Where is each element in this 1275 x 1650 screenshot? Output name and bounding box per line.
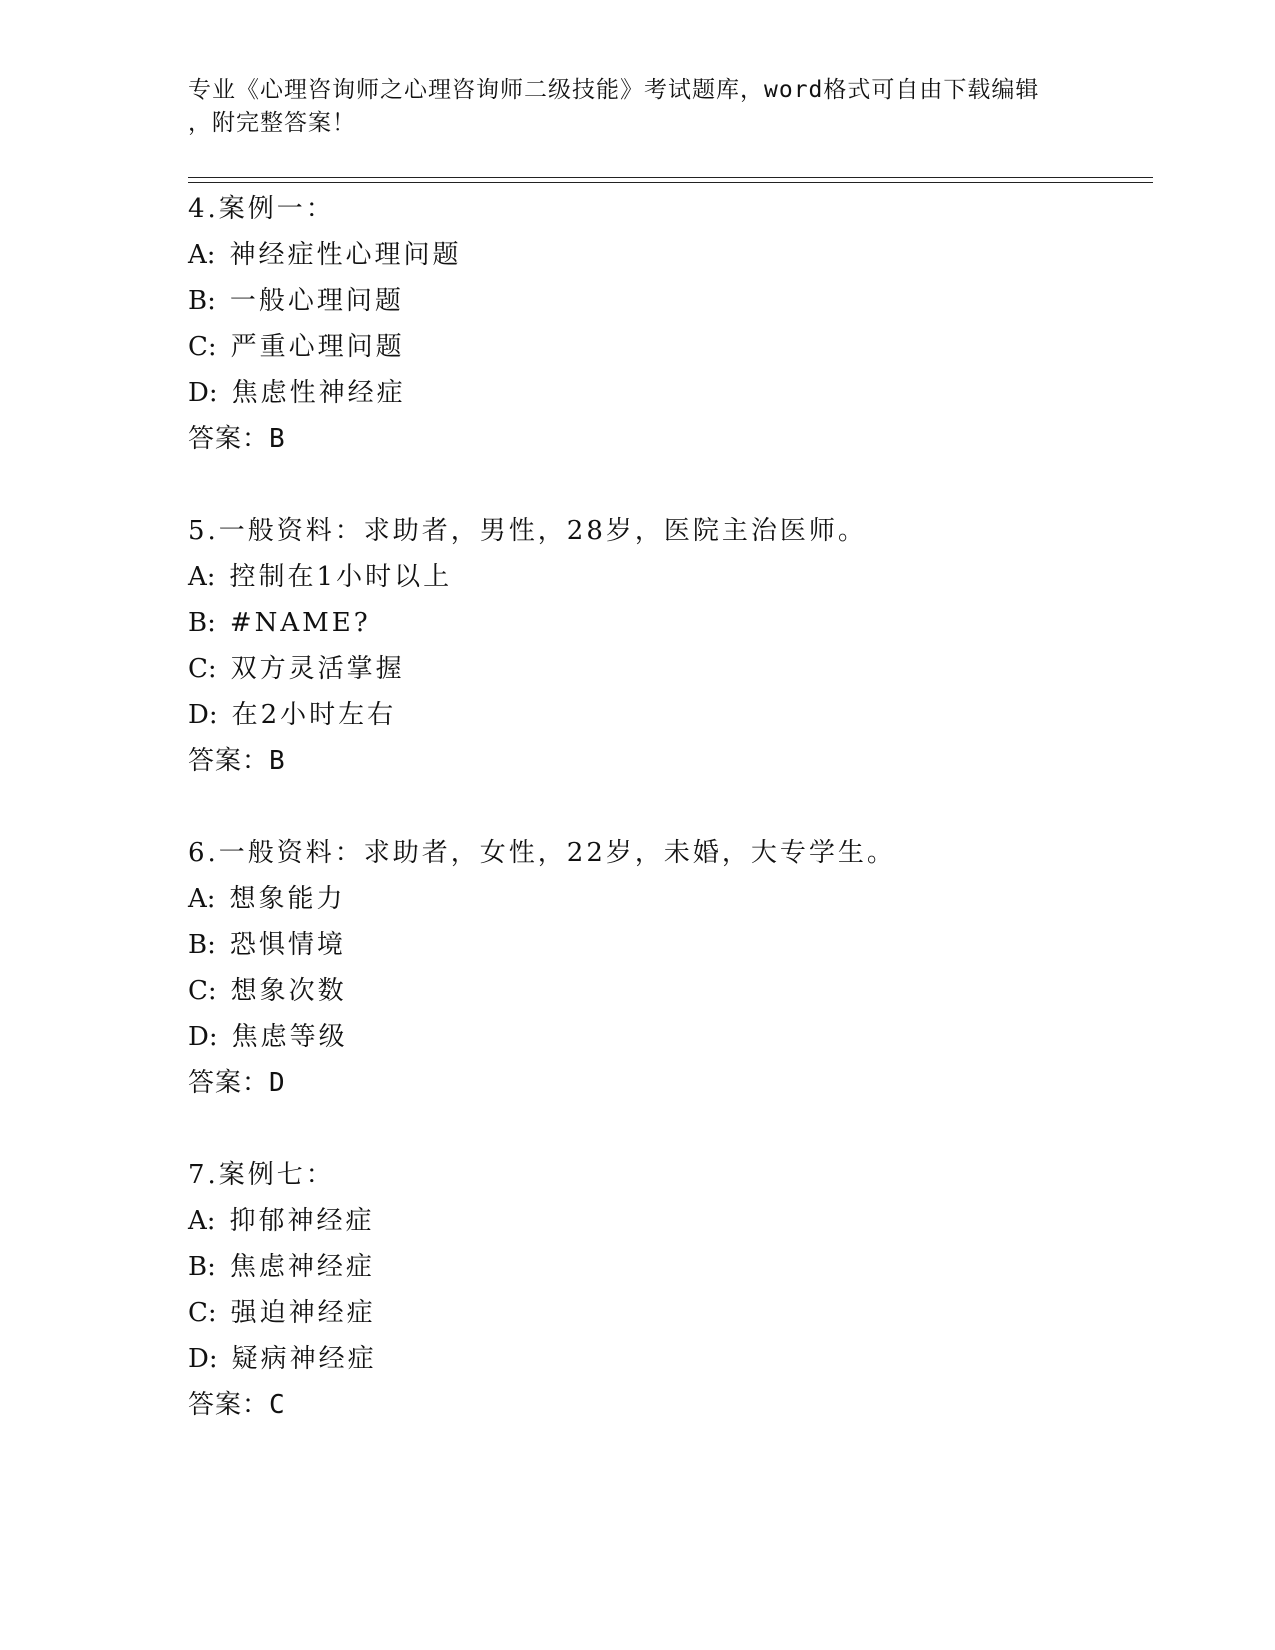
option-letter: D:: [188, 1344, 218, 1374]
option-d: [188, 370, 1148, 416]
option-text: 双方灵活掌握: [230, 654, 405, 684]
question-stem: 4.案例一：: [188, 194, 335, 224]
option-b: [188, 1244, 1148, 1290]
option-letter: A:: [188, 240, 216, 270]
header-divider-bottom: [188, 182, 1153, 183]
answer-line: 答案：D: [188, 1068, 286, 1098]
question-stem: 5.一般资料：求助者，男性，28岁，医院主治医师。: [188, 516, 867, 546]
option-text: 控制在1小时以上: [229, 562, 453, 592]
option-letter: D:: [188, 378, 218, 408]
question-stem: 7.案例七：: [188, 1160, 335, 1190]
header-line-2: ，附完整答案！: [188, 110, 356, 136]
option-a: [188, 876, 1148, 922]
option-letter: B:: [188, 608, 216, 638]
option-text: 严重心理问题: [230, 332, 405, 362]
option-letter: C:: [188, 332, 217, 362]
option-text: 疑病神经症: [231, 1344, 377, 1374]
option-letter: D:: [188, 1022, 218, 1052]
question-6: [188, 830, 1148, 1106]
option-letter: B:: [188, 286, 216, 316]
answer-line: 答案：B: [188, 746, 286, 776]
question-7: [188, 1152, 1148, 1428]
option-b: [188, 600, 1148, 646]
option-letter: D:: [188, 700, 218, 730]
option-text: #NAME?: [229, 608, 371, 638]
option-letter: C:: [188, 1298, 217, 1328]
option-letter: B:: [188, 1252, 216, 1282]
option-text: 焦虑等级: [231, 1022, 348, 1052]
option-c: [188, 1290, 1148, 1336]
option-text: 想象次数: [230, 976, 347, 1006]
option-letter: C:: [188, 654, 217, 684]
option-text: 焦虑性神经症: [231, 378, 406, 408]
option-text: 想象能力: [229, 884, 346, 914]
option-letter: A:: [188, 1206, 216, 1236]
question-5: [188, 508, 1148, 784]
document-header: [188, 74, 1088, 140]
option-d: [188, 1336, 1148, 1382]
option-letter: A:: [188, 884, 216, 914]
option-c: [188, 324, 1148, 370]
option-b: [188, 278, 1148, 324]
option-letter: A:: [188, 562, 216, 592]
header-line-1: 专业《心理咨询师之心理咨询师二级技能》考试题库，word格式可自由下载编辑: [188, 77, 1040, 103]
option-a: [188, 1198, 1148, 1244]
option-text: 在2小时左右: [231, 700, 397, 730]
option-text: 焦虑神经症: [229, 1252, 375, 1282]
option-text: 强迫神经症: [230, 1298, 376, 1328]
option-text: 抑郁神经症: [229, 1206, 375, 1236]
option-text: 神经症性心理问题: [229, 240, 462, 270]
header-divider-top: [188, 177, 1153, 178]
option-letter: B:: [188, 930, 216, 960]
answer-line: 答案：B: [188, 424, 286, 454]
option-d: [188, 692, 1148, 738]
option-text: 恐惧情境: [229, 930, 346, 960]
option-a: [188, 232, 1148, 278]
answer-line: 答案：C: [188, 1390, 286, 1420]
option-c: [188, 968, 1148, 1014]
option-b: [188, 922, 1148, 968]
option-a: [188, 554, 1148, 600]
question-4: [188, 186, 1148, 462]
question-stem: 6.一般资料：求助者，女性，22岁，未婚，大专学生。: [188, 838, 896, 868]
option-c: [188, 646, 1148, 692]
option-d: [188, 1014, 1148, 1060]
option-text: 一般心理问题: [229, 286, 404, 316]
option-letter: C:: [188, 976, 217, 1006]
